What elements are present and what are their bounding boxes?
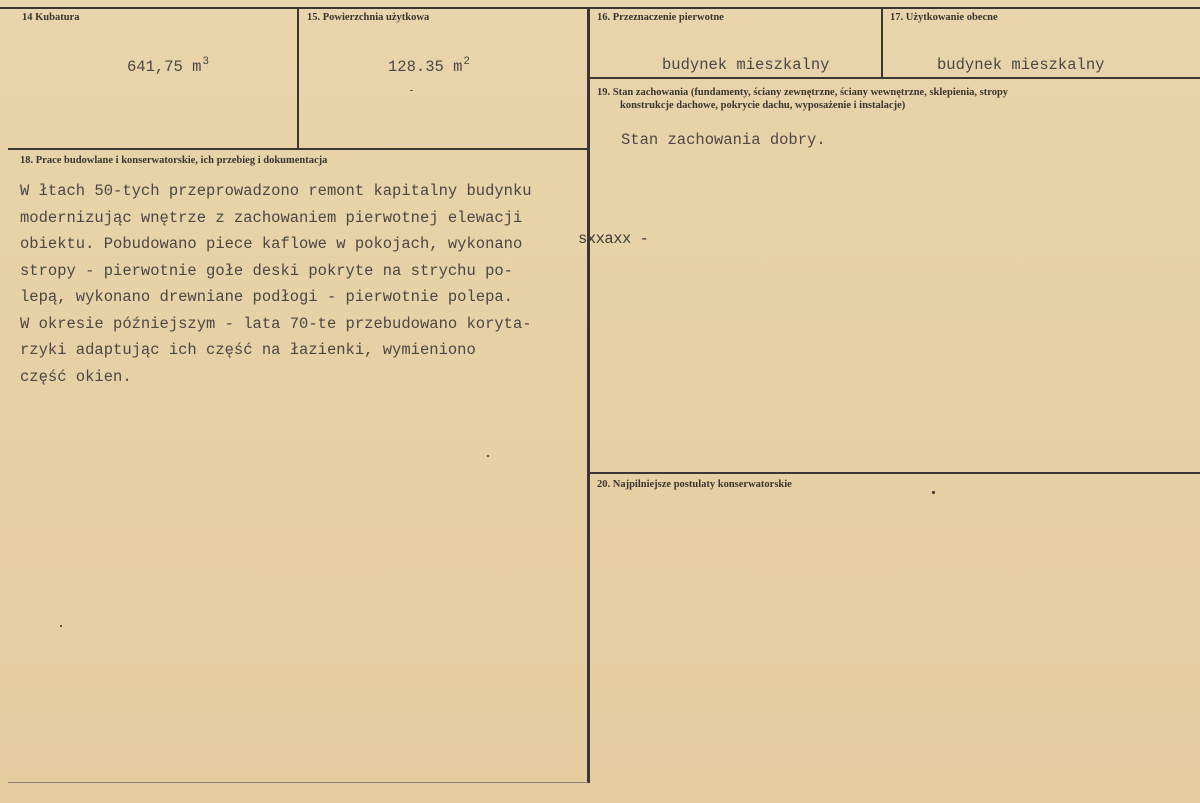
bottom-line-left: [8, 782, 588, 783]
field-18-line: modernizując wnętrze z zachowaniem pierwotnej elewacji: [20, 208, 523, 227]
divider-h-16-19: [589, 77, 1200, 79]
field-18-line: W okresie późniejszym - lata 70-te przebudowano koryta-: [20, 314, 532, 333]
paper-speck: [487, 455, 489, 457]
field-15-unit-exponent: 2: [463, 56, 471, 68]
field-18-text: [20, 178, 532, 390]
field-16-label: 16. Przeznaczenie pierwotne: [597, 12, 724, 23]
field-17-label: 17. Użytkowanie obecne: [890, 12, 998, 23]
field-16-value: budynek mieszkalny: [662, 56, 830, 74]
divider-v-14-15: [297, 7, 299, 148]
field-14-label: 14 Kubatura: [22, 12, 80, 23]
field-15-value: [388, 56, 470, 76]
divider-v-main: [587, 7, 590, 783]
paper-speck: [932, 491, 935, 494]
field-18-label: 18. Prace budowlane i konserwatorskie, ich przebieg i dokumentacja: [20, 155, 328, 166]
field-17-value: budynek mieszkalny: [937, 56, 1105, 74]
field-18-overtyped-text: sxxaxx -: [578, 230, 649, 248]
field-14-number: 641,75 m: [127, 58, 202, 76]
paper-speck: [410, 90, 413, 91]
field-15-number: 128.35 m: [388, 58, 463, 76]
field-19-label-line1: 19. Stan zachowania (fundamenty, ściany zewnętrzne, ściany wewnętrzne, sklepienia, stropy: [597, 87, 1009, 98]
field-18-line: rzyki adaptując ich część na łazienki, wymieniono: [20, 341, 476, 359]
field-18-line: stropy - pierwotnie gołe deski pokryte na strychu po-: [20, 261, 513, 280]
top-border: [0, 7, 1200, 9]
field-19-value: Stan zachowania dobry.: [621, 131, 826, 149]
field-14-unit-exponent: 3: [202, 56, 210, 68]
field-19-label-line2: konstrukcje dachowe, pokrycie dachu, wyposażenie i instalacje): [620, 100, 906, 111]
divider-h-19-20: [589, 472, 1200, 474]
field-18-line: część okien.: [20, 367, 132, 386]
divider-h-14-18: [8, 148, 588, 150]
divider-v-16-17: [881, 7, 883, 77]
field-18-line: W łtach 50-tych przeprowadzono remont kapitalny budynku: [20, 182, 532, 200]
field-18-line: lepą, wykonano drewniane podłogi - pierwotnie polepa.: [20, 288, 513, 306]
field-15-label: 15. Powierzchnia użytkowa: [307, 12, 430, 23]
paper-speck: [60, 625, 62, 627]
field-18-line: obiektu. Pobudowano piece kaflowe w pokojach, wykonano: [20, 235, 523, 253]
field-20-label: 20. Najpilniejsze postulaty konserwatorskie: [597, 479, 792, 490]
field-14-value: [127, 56, 209, 76]
